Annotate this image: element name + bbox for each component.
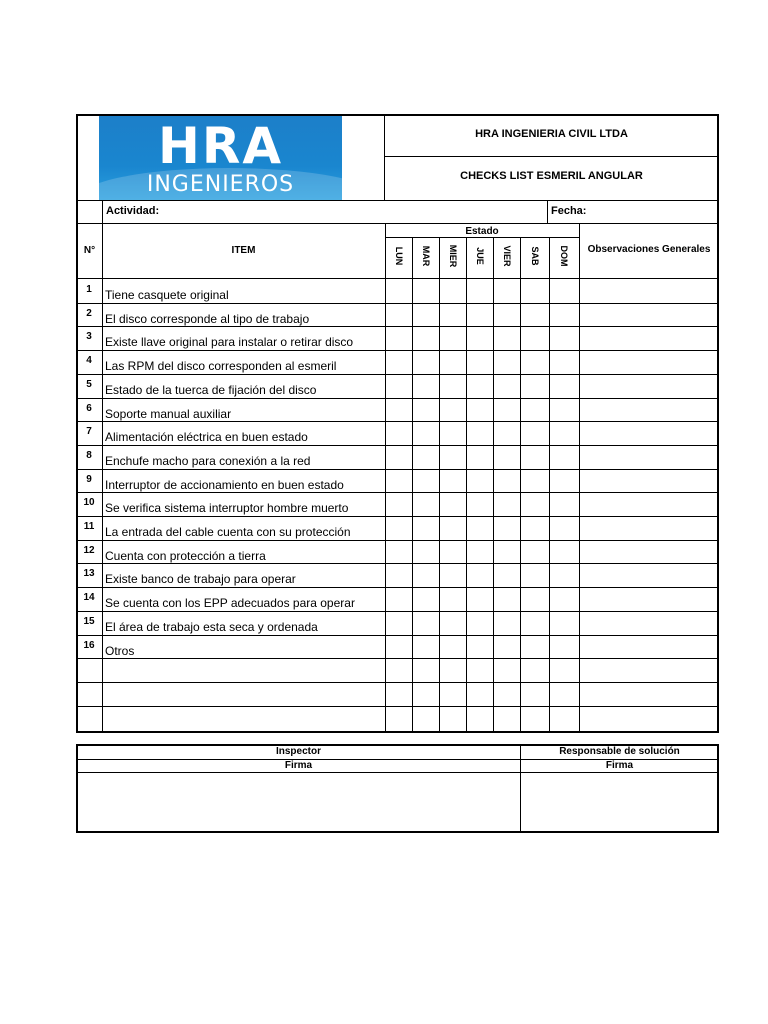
check-cell-lun[interactable] bbox=[386, 612, 412, 634]
row-item-text: La entrada del cable cuenta con su protección bbox=[105, 525, 351, 539]
meta-bottom-line bbox=[77, 223, 718, 224]
check-cell-mar[interactable] bbox=[413, 588, 439, 610]
check-cell-sab[interactable] bbox=[521, 470, 549, 492]
check-cell-mar[interactable] bbox=[413, 399, 439, 421]
check-cell-mier[interactable] bbox=[440, 280, 466, 302]
row-number: 12 bbox=[83, 544, 95, 556]
check-cell-jue[interactable] bbox=[467, 351, 493, 373]
check-cell-dom[interactable] bbox=[550, 446, 579, 468]
check-cell-dom[interactable] bbox=[550, 470, 579, 492]
check-cell-mier[interactable] bbox=[440, 707, 466, 729]
check-cell-sab[interactable] bbox=[521, 422, 549, 444]
check-cell-jue[interactable] bbox=[467, 683, 493, 705]
table-header-bottom-line bbox=[77, 278, 718, 279]
check-cell-dom[interactable] bbox=[550, 659, 579, 681]
check-cell-vier[interactable] bbox=[494, 683, 520, 705]
check-cell-sab[interactable] bbox=[521, 541, 549, 563]
check-cell-mar[interactable] bbox=[413, 564, 439, 586]
day-header-lun: LUN bbox=[393, 246, 404, 266]
day-header-mar: MAR bbox=[420, 245, 431, 267]
col-header-estado: Estado bbox=[465, 226, 499, 237]
header-bottom-line bbox=[77, 200, 718, 201]
row-number: 6 bbox=[86, 402, 92, 414]
check-cell-vier[interactable] bbox=[494, 422, 520, 444]
check-cell-mar[interactable] bbox=[413, 470, 439, 492]
company-name: HRA INGENIERIA CIVIL LTDA bbox=[475, 128, 628, 140]
responsable-firma-label: Firma bbox=[605, 760, 634, 771]
day-header-vier: VIER bbox=[501, 245, 512, 267]
observation-cell[interactable] bbox=[580, 375, 717, 397]
check-cell-lun[interactable] bbox=[386, 422, 412, 444]
check-cell-vier[interactable] bbox=[494, 399, 520, 421]
check-cell-dom[interactable] bbox=[550, 707, 579, 729]
check-cell-sab[interactable] bbox=[521, 375, 549, 397]
check-cell-vier[interactable] bbox=[494, 564, 520, 586]
check-cell-mier[interactable] bbox=[440, 612, 466, 634]
check-cell-dom[interactable] bbox=[550, 399, 579, 421]
check-cell-sab[interactable] bbox=[521, 280, 549, 302]
inspector-label: Inspector bbox=[275, 746, 321, 757]
observation-cell[interactable] bbox=[580, 659, 717, 681]
row-item-text: El área de trabajo esta seca y ordenada bbox=[105, 619, 318, 634]
check-cell-jue[interactable] bbox=[467, 707, 493, 729]
row-item-text: Estado de la tuerca de fijación del disco bbox=[105, 382, 317, 397]
row-item-text: Soporte manual auxiliar bbox=[105, 406, 232, 421]
check-cell-vier[interactable] bbox=[494, 612, 520, 634]
check-cell-vier[interactable] bbox=[494, 327, 520, 349]
observation-cell[interactable] bbox=[580, 493, 717, 515]
row-item-text: Existe llave original para instalar o retirar disco bbox=[105, 335, 354, 350]
check-cell-sab[interactable] bbox=[521, 446, 549, 468]
check-cell-mar[interactable] bbox=[413, 375, 439, 397]
check-cell-sab[interactable] bbox=[521, 399, 549, 421]
check-cell-mar[interactable] bbox=[413, 280, 439, 302]
check-cell-dom[interactable] bbox=[550, 588, 579, 610]
check-cell-dom[interactable] bbox=[550, 564, 579, 586]
check-cell-lun[interactable] bbox=[386, 327, 412, 349]
check-cell-mier[interactable] bbox=[440, 446, 466, 468]
check-cell-dom[interactable] bbox=[550, 541, 579, 563]
check-cell-lun[interactable] bbox=[386, 707, 412, 729]
observation-cell[interactable] bbox=[580, 541, 717, 563]
check-cell-vier[interactable] bbox=[494, 588, 520, 610]
check-cell-lun[interactable] bbox=[386, 541, 412, 563]
company-logo bbox=[99, 116, 342, 200]
check-cell-lun[interactable] bbox=[386, 636, 412, 658]
check-cell-jue[interactable] bbox=[467, 280, 493, 302]
check-cell-mier[interactable] bbox=[440, 327, 466, 349]
observation-cell[interactable] bbox=[580, 707, 717, 729]
day-header-sab: SAB bbox=[529, 246, 540, 266]
responsable-label: Responsable de solución bbox=[559, 746, 680, 757]
row-number: 10 bbox=[83, 497, 95, 509]
logo-sub-text: INGENIEROS bbox=[146, 172, 295, 197]
check-cell-vier[interactable] bbox=[494, 541, 520, 563]
row-number: 9 bbox=[86, 473, 92, 485]
check-cell-dom[interactable] bbox=[550, 493, 579, 515]
check-cell-jue[interactable] bbox=[467, 636, 493, 658]
row-number: 1 bbox=[86, 284, 92, 295]
check-cell-dom[interactable] bbox=[550, 517, 579, 539]
inspector-signature-field[interactable] bbox=[78, 773, 519, 831]
observation-cell[interactable] bbox=[580, 280, 717, 302]
observation-cell[interactable] bbox=[580, 517, 717, 539]
row-item-text: Enchufe macho para conexión a la red bbox=[105, 453, 311, 468]
responsable-signature-field[interactable] bbox=[521, 773, 717, 831]
check-cell-mier[interactable] bbox=[440, 683, 466, 705]
row-item-text: Tiene casquete original bbox=[105, 288, 229, 302]
check-cell-vier[interactable] bbox=[494, 470, 520, 492]
observation-cell[interactable] bbox=[580, 351, 717, 373]
check-cell-mier[interactable] bbox=[440, 636, 466, 658]
check-cell-vier[interactable] bbox=[494, 351, 520, 373]
date-label: Fecha: bbox=[551, 205, 587, 217]
day-header-jue: JUE bbox=[474, 247, 485, 265]
check-cell-dom[interactable] bbox=[550, 636, 579, 658]
check-cell-mier[interactable] bbox=[440, 470, 466, 492]
check-cell-jue[interactable] bbox=[467, 493, 493, 515]
check-cell-jue[interactable] bbox=[467, 541, 493, 563]
check-cell-vier[interactable] bbox=[494, 375, 520, 397]
check-cell-jue[interactable] bbox=[467, 517, 493, 539]
observation-cell[interactable] bbox=[580, 399, 717, 421]
check-cell-lun[interactable] bbox=[386, 280, 412, 302]
check-cell-lun[interactable] bbox=[386, 493, 412, 515]
row-item-text: Existe banco de trabajo para operar bbox=[105, 572, 296, 587]
check-cell-sab[interactable] bbox=[521, 659, 549, 681]
check-cell-sab[interactable] bbox=[521, 517, 549, 539]
num-col-line bbox=[102, 201, 103, 732]
observation-cell[interactable] bbox=[580, 612, 717, 634]
check-cell-dom[interactable] bbox=[550, 304, 579, 326]
check-cell-mar[interactable] bbox=[413, 493, 439, 515]
row-item-text: Alimentación eléctrica en buen estado bbox=[105, 430, 308, 445]
row-item-text: Las RPM del disco corresponden al esmeril bbox=[105, 359, 337, 374]
check-cell-jue[interactable] bbox=[467, 304, 493, 326]
check-cell-vier[interactable] bbox=[494, 636, 520, 658]
check-cell-mier[interactable] bbox=[440, 588, 466, 610]
row-item-text: Se cuenta con los EPP adecuados para operar bbox=[105, 596, 355, 611]
check-cell-dom[interactable] bbox=[550, 375, 579, 397]
observation-cell[interactable] bbox=[580, 422, 717, 444]
check-cell-jue[interactable] bbox=[467, 399, 493, 421]
row-number: 2 bbox=[86, 307, 92, 319]
observation-cell[interactable] bbox=[580, 327, 717, 349]
check-cell-mar[interactable] bbox=[413, 351, 439, 373]
check-cell-mar[interactable] bbox=[413, 612, 439, 634]
activity-label: Actividad: bbox=[106, 205, 160, 217]
check-cell-vier[interactable] bbox=[494, 493, 520, 515]
check-cell-sab[interactable] bbox=[521, 588, 549, 610]
check-cell-sab[interactable] bbox=[521, 707, 549, 729]
observation-cell[interactable] bbox=[580, 636, 717, 658]
check-cell-sab[interactable] bbox=[521, 327, 549, 349]
check-cell-dom[interactable] bbox=[550, 327, 579, 349]
check-cell-jue[interactable] bbox=[467, 564, 493, 586]
check-cell-vier[interactable] bbox=[494, 517, 520, 539]
observation-cell[interactable] bbox=[580, 683, 717, 705]
row-number: 14 bbox=[83, 592, 95, 604]
meta-divider bbox=[547, 201, 548, 223]
check-cell-sab[interactable] bbox=[521, 683, 549, 705]
check-cell-mier[interactable] bbox=[440, 375, 466, 397]
check-cell-dom[interactable] bbox=[550, 683, 579, 705]
check-cell-sab[interactable] bbox=[521, 564, 549, 586]
check-cell-sab[interactable] bbox=[521, 612, 549, 634]
check-cell-jue[interactable] bbox=[467, 470, 493, 492]
check-cell-sab[interactable] bbox=[521, 636, 549, 658]
check-cell-sab[interactable] bbox=[521, 351, 549, 373]
check-cell-jue[interactable] bbox=[467, 588, 493, 610]
row-item-text: Interruptor de accionamiento en buen estado bbox=[105, 477, 344, 492]
check-cell-jue[interactable] bbox=[467, 327, 493, 349]
row-number: 8 bbox=[86, 449, 92, 461]
check-cell-mier[interactable] bbox=[440, 541, 466, 563]
check-cell-mar[interactable] bbox=[413, 541, 439, 563]
check-cell-dom[interactable] bbox=[550, 612, 579, 634]
row-item-text: Otros bbox=[105, 643, 135, 658]
check-cell-dom[interactable] bbox=[550, 280, 579, 302]
check-cell-jue[interactable] bbox=[467, 422, 493, 444]
check-cell-mier[interactable] bbox=[440, 517, 466, 539]
header-middle-line bbox=[385, 156, 718, 157]
check-cell-vier[interactable] bbox=[494, 707, 520, 729]
observation-cell[interactable] bbox=[580, 564, 717, 586]
form-title: CHECKS LIST ESMERIL ANGULAR bbox=[460, 170, 643, 182]
check-cell-mier[interactable] bbox=[440, 351, 466, 373]
check-cell-lun[interactable] bbox=[386, 375, 412, 397]
check-cell-mier[interactable] bbox=[440, 493, 466, 515]
check-cell-lun[interactable] bbox=[386, 304, 412, 326]
check-cell-sab[interactable] bbox=[521, 493, 549, 515]
row-item-text: Se verifica sistema interruptor hombre muerto bbox=[105, 501, 349, 516]
check-cell-sab[interactable] bbox=[521, 304, 549, 326]
check-cell-jue[interactable] bbox=[467, 375, 493, 397]
row-number: 11 bbox=[83, 521, 95, 532]
check-cell-mar[interactable] bbox=[413, 446, 439, 468]
check-cell-lun[interactable] bbox=[386, 351, 412, 373]
check-cell-mier[interactable] bbox=[440, 304, 466, 326]
observation-cell[interactable] bbox=[580, 470, 717, 492]
check-cell-mar[interactable] bbox=[413, 707, 439, 729]
row-item-text: El disco corresponde al tipo de trabajo bbox=[105, 311, 310, 326]
check-cell-mar[interactable] bbox=[413, 304, 439, 326]
row-number: 5 bbox=[86, 378, 92, 390]
check-cell-lun[interactable] bbox=[386, 683, 412, 705]
check-cell-lun[interactable] bbox=[386, 399, 412, 421]
col-header-observaciones: Observaciones Generales bbox=[587, 244, 711, 255]
check-cell-mar[interactable] bbox=[413, 659, 439, 681]
check-cell-jue[interactable] bbox=[467, 446, 493, 468]
check-cell-mier[interactable] bbox=[440, 564, 466, 586]
date-field[interactable] bbox=[590, 202, 716, 222]
logo-main-text: HRA bbox=[157, 117, 284, 175]
check-cell-jue[interactable] bbox=[467, 612, 493, 634]
inspector-firma-label: Firma bbox=[284, 760, 313, 771]
check-cell-mier[interactable] bbox=[440, 422, 466, 444]
row-number: 15 bbox=[83, 615, 95, 627]
check-cell-jue[interactable] bbox=[467, 659, 493, 681]
check-cell-mier[interactable] bbox=[440, 399, 466, 421]
row-number: 7 bbox=[86, 426, 92, 438]
check-cell-lun[interactable] bbox=[386, 588, 412, 610]
check-cell-mar[interactable] bbox=[413, 422, 439, 444]
col-header-number: N° bbox=[83, 245, 96, 256]
col-header-item: ITEM bbox=[231, 245, 256, 256]
check-cell-mar[interactable] bbox=[413, 636, 439, 658]
check-cell-mar[interactable] bbox=[413, 683, 439, 705]
check-cell-lun[interactable] bbox=[386, 446, 412, 468]
check-cell-vier[interactable] bbox=[494, 659, 520, 681]
observation-cell[interactable] bbox=[580, 446, 717, 468]
day-header-dom: DOM bbox=[559, 245, 569, 267]
day-header-mier: MIER bbox=[447, 244, 458, 268]
row-number: 3 bbox=[86, 331, 92, 343]
check-cell-lun[interactable] bbox=[386, 564, 412, 586]
row-number: 13 bbox=[83, 568, 95, 580]
check-cell-dom[interactable] bbox=[550, 351, 579, 373]
check-cell-vier[interactable] bbox=[494, 280, 520, 302]
check-cell-lun[interactable] bbox=[386, 659, 412, 681]
check-cell-lun[interactable] bbox=[386, 470, 412, 492]
activity-field[interactable] bbox=[160, 202, 545, 222]
check-cell-vier[interactable] bbox=[494, 304, 520, 326]
check-cell-dom[interactable] bbox=[550, 422, 579, 444]
check-cell-vier[interactable] bbox=[494, 446, 520, 468]
observation-cell[interactable] bbox=[580, 304, 717, 326]
check-cell-mier[interactable] bbox=[440, 659, 466, 681]
row-number: 4 bbox=[86, 355, 92, 367]
check-cell-lun[interactable] bbox=[386, 517, 412, 539]
check-cell-mar[interactable] bbox=[413, 327, 439, 349]
observation-cell[interactable] bbox=[580, 588, 717, 610]
check-cell-mar[interactable] bbox=[413, 517, 439, 539]
row-number: 16 bbox=[83, 639, 95, 651]
row-item-text: Cuenta con protección a tierra bbox=[105, 548, 266, 563]
